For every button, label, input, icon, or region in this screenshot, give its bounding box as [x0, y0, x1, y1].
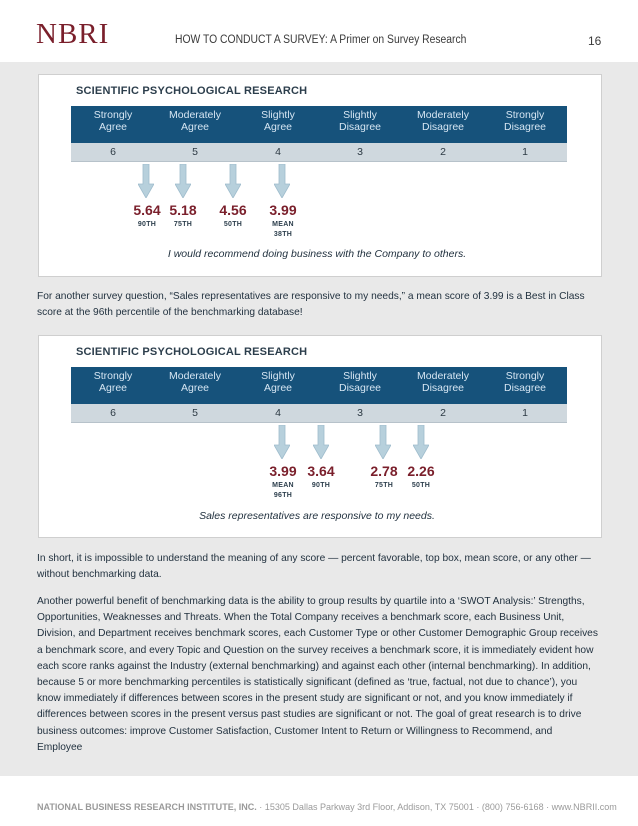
figure-title: SCIENTIFIC PSYCHOLOGICAL RESEARCH	[76, 346, 308, 358]
mean-label: MEAN 38TH	[272, 221, 294, 238]
scale-label: Slightly Agree	[261, 370, 295, 394]
mean-value: 3.99	[269, 202, 297, 218]
page-footer	[0, 776, 638, 826]
down-arrow-icon	[274, 164, 290, 198]
scale-label: Moderately Disagree	[417, 109, 469, 133]
scale-label: Moderately Agree	[169, 370, 221, 394]
scale-value: 6	[110, 146, 116, 158]
scale-value: 1	[522, 407, 528, 419]
footer-details: · 15305 Dallas Parkway 3rd Floor, Addison, TX 75001 · (800) 756-6168 · www.NBRII.com	[256, 802, 617, 813]
percentile-label: 90TH	[137, 221, 157, 228]
scale-label: Strongly Agree	[93, 109, 133, 133]
down-arrow-icon	[274, 425, 290, 459]
figure-title: SCIENTIFIC PSYCHOLOGICAL RESEARCH	[76, 85, 308, 97]
footer-contact	[37, 802, 617, 813]
likert-scale-labels	[71, 367, 567, 404]
scale-value: 3	[357, 407, 363, 419]
scale-label: Moderately Agree	[169, 109, 221, 133]
percentile-label: 50TH	[411, 482, 431, 489]
page-number: 16	[588, 34, 602, 48]
percentile-value: 5.64	[133, 202, 161, 218]
percentile-value: 2.26	[407, 463, 435, 479]
down-arrow-icon	[413, 425, 429, 459]
scale-value: 5	[192, 146, 198, 158]
down-arrow-icon	[138, 164, 154, 198]
figure-caption: Sales representatives are responsive to my needs.	[199, 510, 435, 522]
scale-value: 3	[357, 146, 363, 158]
document-title: HOW TO CONDUCT A SURVEY: A Primer on Survey Research	[175, 34, 467, 46]
down-arrow-icon	[175, 164, 191, 198]
scale-value: 4	[275, 146, 281, 158]
percentile-label: 90TH	[311, 482, 331, 489]
benchmark-figure-1	[38, 74, 602, 277]
percentile-value: 2.78	[370, 463, 398, 479]
percentile-value: 3.64	[307, 463, 335, 479]
likert-scale-values	[71, 404, 567, 423]
down-arrow-icon	[225, 164, 241, 198]
scale-value: 4	[275, 407, 281, 419]
scale-label: Strongly Disagree	[503, 109, 547, 133]
down-arrow-icon	[313, 425, 329, 459]
likert-scale-values	[71, 143, 567, 162]
mean-value: 3.99	[269, 463, 297, 479]
percentile-label: 75TH	[374, 482, 394, 489]
paragraph-3: Another powerful benefit of benchmarking data is the ability to group results by quartile into a ‘SWOT Analysis:’ Strengths, Opportunities, Weaknesses and Threats. When the Total Company receives a benchmark score, each Business Unit, Division, and Department receives benchmark scores, each Customer Type or other Customer Demographic Group receives a benchmark score, and every Topic and Question on the survey receives a benchmark score, it is immediately evident how each score ranks against the Industry (external benchmarking) and against each other (internal benchmarking). In addition, because 5 or more benchmarking percentiles is statistically significant (defined as ‘true, factual, not due to chance’), you know immediately if differences between scores in the present study are significant or not, and you know immediately if differences between scores in the present versus past studies are significant or not. The goal of great research is to drive business outcomes: improve Customer Satisfaction, Customer Intent to Return or Willingness to Recommend, and Employee	[37, 596, 598, 753]
percentile-label: 50TH	[223, 221, 243, 228]
scale-value: 1	[522, 146, 528, 158]
percentile-value: 5.18	[169, 202, 197, 218]
down-arrow-icon	[375, 425, 391, 459]
scale-value: 2	[440, 146, 446, 158]
scale-label: Slightly Disagree	[338, 370, 382, 394]
scale-value: 2	[440, 407, 446, 419]
scale-label: Slightly Agree	[261, 109, 295, 133]
footer-org: NATIONAL BUSINESS RESEARCH INSTITUTE, INC.	[37, 802, 257, 813]
percentile-label: 75TH	[173, 221, 193, 228]
benchmark-figure-2	[38, 335, 602, 538]
scale-label: Slightly Disagree	[338, 109, 382, 133]
paragraph-2: In short, it is impossible to understand the meaning of any score — percent favorable, top box, mean score, or any other — without benchmarking data.	[37, 553, 591, 581]
mean-label: MEAN 96TH	[272, 482, 294, 499]
paragraph-1: For another survey question, “Sales representatives are responsive to my needs,” a mean score of 3.99 is a Best in Class score at the 96th percentile of the benchmarking database!	[37, 291, 585, 319]
figure-caption: I would recommend doing business with the Company to others.	[167, 248, 467, 260]
likert-scale-labels	[71, 106, 567, 143]
page-header	[0, 0, 638, 62]
nbri-logo: NBRI	[36, 18, 110, 50]
scale-value: 6	[110, 407, 116, 419]
scale-label: Moderately Disagree	[417, 370, 469, 394]
scale-label: Strongly Agree	[93, 370, 133, 394]
scale-label: Strongly Disagree	[503, 370, 547, 394]
percentile-value: 4.56	[219, 202, 247, 218]
scale-value: 5	[192, 407, 198, 419]
